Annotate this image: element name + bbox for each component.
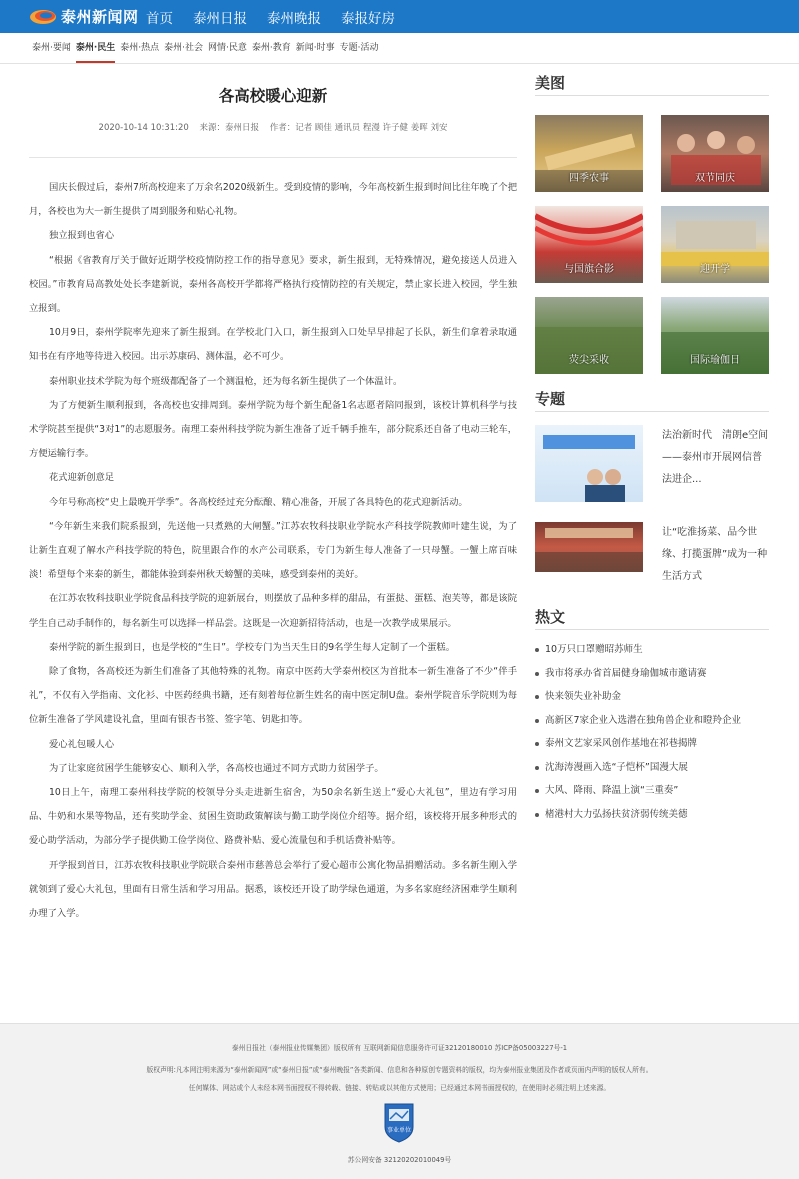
paragraph: “根据《省教育厅关于做好近期学校疫情防控工作的指导意见》要求，新生报到，无特殊情况，避免接送人员进入校园。”市教育局高教处处长李建新说，泰州各高校开学都将严格执行疫情防控的有关规定，禁止家长进入校园，学生独立报到。	[29, 254, 517, 315]
paragraph: 在江苏农牧科技职业学院食品科技学院的迎新展台，则摆放了品种多样的甜品，有蛋挞、蛋糕、泡芙等，都是该院学生自己动手制作的，每名新生可以选择一样品尝。这既是一次迎新招待活动，也是一次教学成果展示。	[29, 593, 517, 629]
subnav-item[interactable]: 泰州·社会	[164, 43, 204, 53]
subnav-item[interactable]: 专题·活动	[339, 43, 379, 53]
logo-text: 泰州新闻网	[61, 7, 139, 26]
hot-item[interactable]: 我市将承办省首届健身瑜伽城市邀请赛	[535, 662, 769, 686]
topics-heading-text: 专题	[535, 390, 566, 408]
paragraph: 今年号称高校“史上最晚开学季”。各高校经过充分酝酿、精心准备，开展了各具特色的花式迎新活动。	[49, 496, 468, 508]
hot-item[interactable]: 大风、降雨、降温上演“三重奏”	[535, 779, 769, 803]
footer-statement: 版权声明:凡本网注明来源为“泰州新闻网”或“泰州日报”或“泰州晚报”各类新闻、信息和各种原创专题资料的版权，均为泰州报业集团及作者或页面内声明的版权人所有。	[146, 1066, 653, 1074]
photo-tile[interactable]	[661, 297, 769, 374]
subnav-item[interactable]: 泰州·要闻	[32, 43, 71, 53]
article-date: 2020-10-14 10:31:20	[98, 123, 189, 133]
subnav-item-active[interactable]: 泰州·民生	[76, 33, 115, 63]
main-nav	[146, 0, 415, 33]
nav-house[interactable]: 泰报好房	[341, 10, 395, 27]
topics-heading	[535, 380, 769, 412]
subheading: 独立报到也省心	[49, 230, 115, 242]
paragraph: “今年新生来我们院系报到，先送他一只煮熟的大闸蟹。”江苏农牧科技职业学院水产科技学院教师叶建生说，为了让新生直观了解水产科技学院的特色，院里跟合作的水产公司联系，专门为新生每人准备了一只母蟹。一蟹上席百味淡！希望每个来泰的新生，都能体验到泰州秋天螃蟹的美味，感受到泰州的美好。	[29, 520, 517, 581]
hot-item[interactable]: 沈海涛漫画入选“子恺杯”国漫大展	[535, 756, 769, 780]
subheading: 花式迎新创意足	[49, 472, 115, 484]
photos-heading-text: 美图	[535, 74, 566, 92]
paragraph: 除了食物，各高校还为新生们准备了其他特殊的礼物。南京中医药大学泰州校区为首批本一新生准备了不少“伴手礼”，不仅有入学指南、文化衫、中医药经典书籍，还有刻着每位新生姓名的南中医定制U盘。泰州学院音乐学院则为每位新生准备了学风建设礼盒，里面有银杏书签、签字笔、钥匙扣等。	[29, 666, 517, 726]
photo-tile[interactable]	[535, 206, 643, 283]
article-meta	[29, 121, 517, 133]
topic-item[interactable]	[535, 522, 769, 599]
hot-item[interactable]: 快来领失业补助金	[535, 685, 769, 709]
subnav-item[interactable]: 泰州·热点	[120, 43, 160, 53]
hot-item[interactable]: 楮港村大力弘扬扶贫济弱传统美德	[535, 803, 769, 827]
photos-heading	[535, 64, 769, 96]
photo-caption: 荧尖采收	[569, 355, 609, 366]
subnav-item[interactable]: 泰州·教育	[251, 43, 291, 53]
paragraph: 为了方便新生顺利报到，各高校也安排周到。泰州学院为每个新生配备1名志愿者陪同报到，该校计算机科学与技术学院甚至提供“3对1”的志愿服务。南理工泰州科技学院为新生准备了近千辆手推车，部分院系还自备了电动三轮车，方便运输行李。	[29, 399, 517, 460]
topic-text: 法治新时代 清朗e空间——泰州市开展网信普法进企...	[662, 430, 769, 485]
photo-caption: 四季农事	[569, 173, 609, 184]
topic-text: 让“吃淮扬菜、品今世缘、打揽蛋牌”成为一种生活方式	[662, 527, 768, 582]
nav-home[interactable]: 首页	[146, 10, 173, 27]
hot-item[interactable]: 泰州文艺家采风创作基地在祁巷揭牌	[535, 732, 769, 756]
paragraph: 10月9日，泰州学院率先迎来了新生报到。在学校北门入口，新生报到入口处早早排起了长队，新生们拿着录取通知书在有序地等待进入校园。出示苏康码、测体温，必不可少。	[29, 327, 517, 363]
hot-list	[535, 638, 769, 826]
logo-swirl-icon	[29, 6, 59, 26]
topic-image	[535, 425, 643, 502]
photo-caption: 国际瑜伽日	[690, 355, 740, 366]
footer-usage: 任何媒体、网站或个人未经本网书面授权不得转载、链接、转贴或以其他方式使用；已经通过本网书面授权的，在使用时必须注明上述来源。	[188, 1084, 611, 1092]
hot-item[interactable]: 高新区7家企业入选潜在独角兽企业和瞪羚企业	[535, 709, 769, 733]
hot-heading	[535, 598, 769, 630]
photo-tile[interactable]	[535, 297, 643, 374]
photo-tile[interactable]	[661, 115, 769, 192]
photo-caption: 双节同庆	[695, 173, 735, 184]
paragraph: 泰州职业技术学院为每个班级都配备了一个测温枪，还为每名新生提供了一个体温计。	[49, 375, 403, 387]
article-body	[29, 176, 517, 926]
footer-police-record: 苏公网安备 32120202010049号	[347, 1156, 452, 1164]
site-logo[interactable]	[29, 4, 139, 28]
topic-item[interactable]	[535, 425, 769, 502]
divider	[29, 157, 517, 158]
sub-nav	[0, 33, 799, 64]
photo-tile[interactable]	[535, 115, 643, 192]
topic-image	[535, 522, 643, 572]
hot-item[interactable]: 10万只口罩赠昭苏师生	[535, 638, 769, 662]
photo-tile[interactable]	[661, 206, 769, 283]
subnav-item[interactable]: 新闻·时事	[295, 43, 335, 53]
footer	[0, 1023, 799, 1179]
hot-heading-text: 热文	[535, 608, 566, 626]
subheading: 爱心礼包暖人心	[49, 738, 115, 750]
subnav-item[interactable]: 网情·民意	[208, 43, 247, 53]
photo-caption: 与国旗合影	[564, 264, 614, 275]
paragraph: 泰州学院的新生报到日，也是学校的“生日”。学校专门为当天生日的9名学生每人定制了一个蛋糕。	[49, 641, 456, 653]
badge-text: 事业单位	[386, 1127, 412, 1134]
article-authors: 作者：记者 顾佳 通讯员 程漫 许子健 姜晖 刘安	[269, 123, 448, 133]
nav-taizhou-daily[interactable]: 泰州日报	[193, 10, 247, 27]
paragraph: 开学报到首日，江苏农牧科技职业学院联合泰州市慈善总会举行了爱心超市公寓化物品捐赠活动。多名新生刚入学就领到了爱心大礼包，里面有日常生活和学习用品。据悉，该校还开设了助学绿色通道，为多名家庭经济困难学生顺利办理了入学。	[29, 859, 517, 920]
footer-copyright: 泰州日报社（泰州报业传媒集团）版权所有 互联网新闻信息服务许可证32120180010 苏ICP备05003227号-1	[231, 1044, 568, 1052]
institution-badge-icon[interactable]	[382, 1101, 416, 1143]
article-source: 来源：泰州日报	[199, 123, 260, 133]
article-title: 各高校暖心迎新	[218, 87, 328, 105]
paragraph: 国庆长假过后，泰州7所高校迎来了万余名2020级新生。受到疫情的影响，今年高校新生报到时间比往年晚了个把月，各校也为大一新生提供了周到服务和贴心礼物。	[29, 182, 517, 218]
photo-caption: 迎开学	[700, 264, 730, 275]
paragraph: 10日上午，南理工泰州科技学院的校领导分头走进新生宿舍，为50余名新生送上“爱心大礼包”，里边有学习用品、牛奶和水果等物品，还有奖助学金、贫困生资助政策解读与勤工助学岗位介绍等。据介绍，该校将开展多种形式的爱心助学活动，为部分学子提供勤工俭学岗位、路费补贴、爱心流量包和手机话费补贴等。	[29, 787, 517, 847]
nav-taizhou-evening[interactable]: 泰州晚报	[267, 10, 321, 27]
paragraph: 为了让家庭贫困学生能够安心、顺利入学，各高校也通过不同方式助力贫困学子。	[49, 762, 384, 774]
top-bar	[0, 0, 799, 33]
